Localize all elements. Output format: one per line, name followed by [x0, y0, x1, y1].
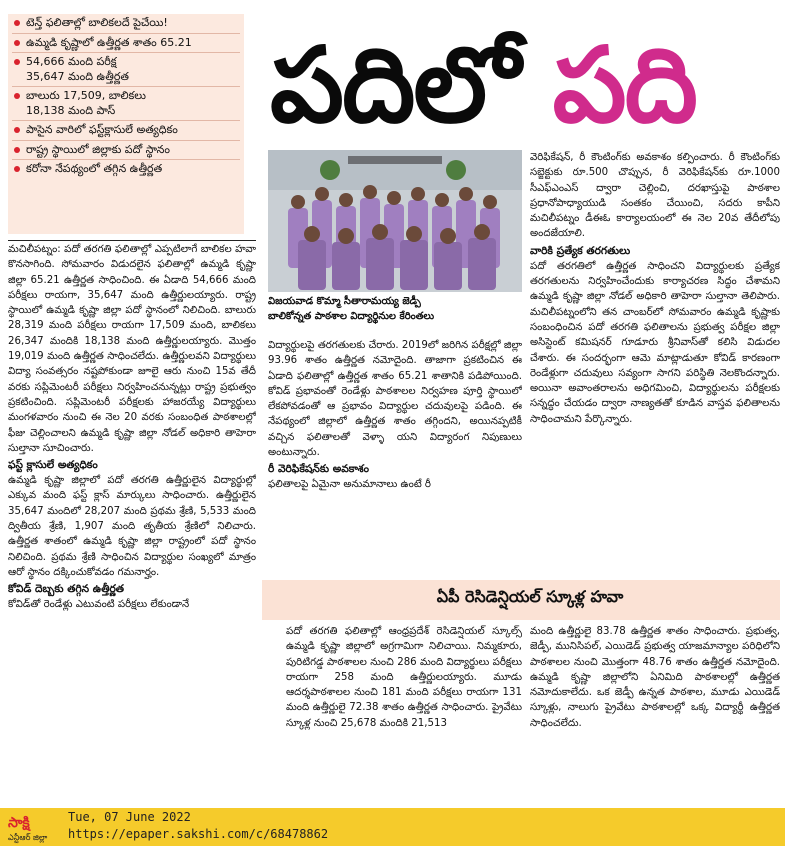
- article-column-3: [530, 150, 780, 578]
- sakshi-logo-mark: [6, 810, 64, 844]
- sakshi-logo: [6, 810, 64, 844]
- logo-sub: ఎన్టీఆర్ జిల్లా: [8, 833, 48, 842]
- headline-part2: పది: [552, 24, 696, 146]
- highlight-item: ఉమ్మడి కృష్ణాలో ఉత్తీర్ణత శాతం 65.21: [12, 36, 240, 51]
- highlight-item: కరోనా నేపథ్యంలో తగ్గిన ఉత్తీర్ణత: [12, 162, 240, 177]
- article-column-1: [8, 242, 256, 805]
- paragraph: వెరిఫికేషన్, రీ కౌంటింగ్‌కు అవకాశం కల్పించారు. రీ కౌంటింగ్‌కు సబ్జెక్టుకు రూ.500 చొప్పున, రీ వెరిఫికేషన్‌కు రూ.1000 సీఎఫ్‌ఎంఎస్ ద్వారా చెల్లించి, దరఖాస్తుపై పాఠశాల ప్రధానోపాధ్యాయుడి సంతకం చేయించి, సదరు కాపీని మచిలీపట్నం డీఈఓ కార్యాలయంలో ఈ నెల 20వ తేదీలోపు అందజేయాలి.: [530, 152, 780, 240]
- paragraph: మంది ఉత్తీర్ణులై 83.78 ఉత్తీర్ణత శాతం సాధించారు. ప్రభుత్వ, జెడ్పీ, మునిసిపల్, ఎయిడెడ్ ప్రభుత్వ యాజమాన్యాల పరిధిలోని పాఠశాలల నుంచి మొత్తంగా 48.76 శాతం ఉత్తీర్ణత నమోదైంది. ఉమ్మడి కృష్ణా జిల్లాలోని ఏనిమిది పాఠశాలల్లో ఉత్తీర్ణత నమోదుకాలేదు. ఒక జెడ్పీ ఉన్నత పాఠశాల, మూడు ఎయిడెడ్ స్కూళ్లు, నాలుగు ప్రైవేటు పాఠశాలల్లో ఒక్క విద్యార్థీ ఉత్తీర్ణత సాధించలేదు.: [530, 626, 780, 729]
- logo-main: సాక్షి: [8, 815, 30, 831]
- bullet-icon: [14, 127, 20, 133]
- article-column-2: [268, 338, 522, 578]
- paragraph: ఉమ్మడి కృష్ణా జిల్లాలో పదో తరగతి ఉత్తీర్ణులైన విద్యార్థుల్లో ఎక్కువ మంది ఫస్ట్ క్లాస్ మార్కులు సాధించారు. ఉత్తీర్ణులైన 35,647 మందిలో 28,207 మంది ప్రథమ శ్రేణి, 5,533 మంది ద్వితీయ శ్రేణి, 1,907 మంది తృతీయ శ్రేణిలో నిలిచారు. ఉత్తీర్ణత శాతంలో ఉమ్మడి కృష్ణా జిల్లా రాష్ట్రంలో పదో స్థానం నిలిచింది. ప్రథమ శ్రేణి సాధించిన విద్యార్థుల సంఖ్యలో మాత్రం ఆరో స్థానం దక్కించుకోవడం గమనార్హం.: [8, 475, 256, 578]
- column-divider: [8, 240, 256, 241]
- highlight-item: బాలురు 17,509, బాలికలు: [12, 89, 240, 104]
- headline-part1: పదిలో: [270, 24, 519, 146]
- bullet-icon: [14, 166, 20, 172]
- paragraph: ఫలితాలపై ఏమైనా అనుమానాలు ఉంటే రీ: [268, 479, 431, 491]
- headline: [270, 20, 782, 150]
- subheading: ఫస్ట్ క్లాసులే అత్యధికం: [8, 459, 98, 472]
- highlight-item: రాష్ట్ర స్థాయిలో జిల్లాకు పదో స్థానం: [12, 143, 240, 158]
- highlight-item: 35,647 మంది ఉత్తీర్ణత: [26, 69, 129, 83]
- residential-column-left: [286, 624, 522, 806]
- highlight-item: 54,666 మంది పరీక్ష: [12, 55, 240, 70]
- subheading: రీ వెరిఫికేషన్‌కు అవకాశం: [268, 463, 370, 476]
- students-photo: [268, 150, 522, 292]
- footer-info: [68, 809, 328, 843]
- paragraph: కోవిడ్‌తో రెండేళ్లు ఎటువంటి పరీక్షలు లేకుండానే: [8, 599, 190, 611]
- highlight-item: టెన్త్ ఫలితాల్లో బాలికలదే పైచేయి!: [12, 16, 240, 31]
- highlights-box: [8, 14, 244, 234]
- photo-caption: విజయవాడ కొమ్మా సీతారామయ్య జెడ్పీ బాలికోన్నత పాఠశాల విద్యార్థినుల కేరింతలు: [268, 296, 435, 322]
- subheading: కోవిడ్ దెబ్బకు తగ్గిన ఉత్తీర్ణత: [8, 583, 125, 596]
- paragraph: విద్యార్థులపై తరగతులకు చేరారు. 2019లో జరిగిన పరీక్షల్లో జిల్లా 93.96 శాతం ఉత్తీర్ణత నమోదైంది. తాజాగా ప్రకటించిన ఈ ఏడాది ఫలితాల్లో ఉత్తీర్ణత శాతం 65.21 శాతానికి పడిపోయింది. కోవిడ్ ప్రభావంతో రెండేళ్లు పాఠశాలల నిర్వహణ పూర్తి స్థాయిలో లేకపోవడంతో ఆ ప్రభావం విద్యార్థుల చదువులపై పడింది. ఈ నేపథ్యంలో జిల్లాలో ఉత్తీర్ణత శాతం తగ్గిందని, అయినప్పటికీ వచ్చిన ఫలితాలతో వెళ్ళా యని విద్యారంగ నిపుణులు అంటున్నారు.: [268, 340, 522, 459]
- bullet-icon: [14, 93, 20, 99]
- epaper-url[interactable]: https://epaper.sakshi.com/c/68478862: [68, 827, 329, 841]
- bullet-icon: [14, 40, 20, 46]
- bullet-icon: [14, 147, 20, 153]
- residential-column-right: [530, 624, 780, 806]
- bullet-icon: [14, 59, 20, 65]
- edition-date: Tue, 07 June 2022: [68, 810, 191, 824]
- subheading: వారికి ప్రత్యేక తరగతులు: [530, 244, 631, 257]
- highlight-item: 18,138 మంది పాస్: [26, 103, 116, 117]
- paragraph: పదో తరగతి ఫలితాల్లో ఆంధ్రప్రదేశ్ రెసిడెన్షియల్ స్కూల్స్ ఉమ్మడి కృష్ణా జిల్లాలో అగ్రగామిగా నిలిచాయి. నిమ్మకూరు, పురిటిగడ్డ పాఠశాలల నుంచి 286 మంది విద్యార్థులు పరీక్షలు రాయగా 258 మంది ఉత్తీర్ణులయ్యారు. మూడు ఆదర్శపాఠశాలల నుంచి 181 మంది పరీక్షలు రాయగా 131 మంది ఉత్తీర్ణులై 72.38 శాతం ఉత్తీర్ణత సాధించారు. ప్రైవేటు స్కూళ్ల నుంచి 25,678 మందికి 21,513: [286, 626, 522, 729]
- students-photo-illustration: [268, 150, 522, 292]
- paragraph: మచిలీపట్నం: పదో తరగతి ఫలితాల్లో ఎప్పటిలాగే బాలికల హవా కొనసాగింది. సోమవారం విడుదలైన ఫలితాల్లో ఉమ్మడి కృష్ణా జిల్లా 65.21 ఉత్తీర్ణత సాధించింది. ఈ ఏడాది 54,666 మంది పరీక్షలు రాయగా, 35,647 మంది ఉత్తీర్ణులయ్యారు. రాష్ట్ర స్థాయిలో ఉమ్మడి కృష్ణా జిల్లా పదో స్థానంలో నిలిచింది. బాలురు 28,319 మంది పరీక్షలు రాయగా 17,509 మంది, బాలికలు 26,347 మందికి 18,138 మంది ఉత్తీర్ణులయ్యారు. మొత్తం 19,019 మంది ఉత్తీర్ణత సాధించలేదు. ఉత్తీర్ణులవని విద్యార్థులు విద్యా సంవత్సరం నష్టపోకుండా జూలై ఆరు నుంచి 15వ తేదీ వరకు సప్లిమెంటరీ పరీక్షలు నిర్వహించనున్నట్లు రాష్ట్ర ప్రభుత్వం ప్రకటించింది. సప్లిమెంటరీ పరీక్షలకు హాజరయ్యే విద్యార్థులు మంగళవారం నుంచి ఈ నెల 20 వరకు సంబంధిత పాఠశాలల్లో ఫీజు చెల్లించాలని ఉమ్మడి కృష్ణా జిల్లా నోడల్ అధికారి తాహెరా సుల్తానా సూచించారు.: [8, 244, 256, 454]
- bullet-icon: [14, 20, 20, 26]
- paragraph: పదో తరగతిలో ఉత్తీర్ణత సాధించని విద్యార్థులకు ప్రత్యేక తరగతులను నిర్వహించేందుకు కార్యాచరణ సిద్ధం చేశామని ఉమ్మడి కృష్ణా జిల్లా నోడల్ అధికారి తాహెరా సుల్తానా తెలిపారు. మచిలీపట్నంలోని తన చాంబర్‌లో సోమవారం ఉమ్మడి కృష్ణాకు సంబంధించిన పదో తరగతి ఫలితాలను ప్రభుత్వ పరీక్షల జిల్లా అసిస్టెంట్ కమిషనర్ గూడూరు శ్రీనివాస్‌తో కలిసి విడుదల చేశారు. ఈ సందర్భంగా ఆమె మాట్లాడుతూ కోవిడ్ కారణంగా రెండేళ్లుగా చదువులు సవ్యంగా సాగని పరిస్థితి నెలకొందన్నారు. అయినా అవాంతరాలను అధిగమించి, విద్యార్థులను పరీక్షలకు సన్నద్ధం చేయడం ద్వారా నాణ్యతతో కూడిన వాస్తవ ఫలితాలను సాధించామని పేర్కొన్నారు.: [530, 260, 780, 425]
- highlight-item: పాసైన వారిలో ఫస్ట్‌క్లాసులే అత్యధికం: [12, 123, 240, 138]
- residential-box-title: ఏపీ రెసిడెన్షియల్ స్కూళ్ల హవా: [436, 587, 624, 606]
